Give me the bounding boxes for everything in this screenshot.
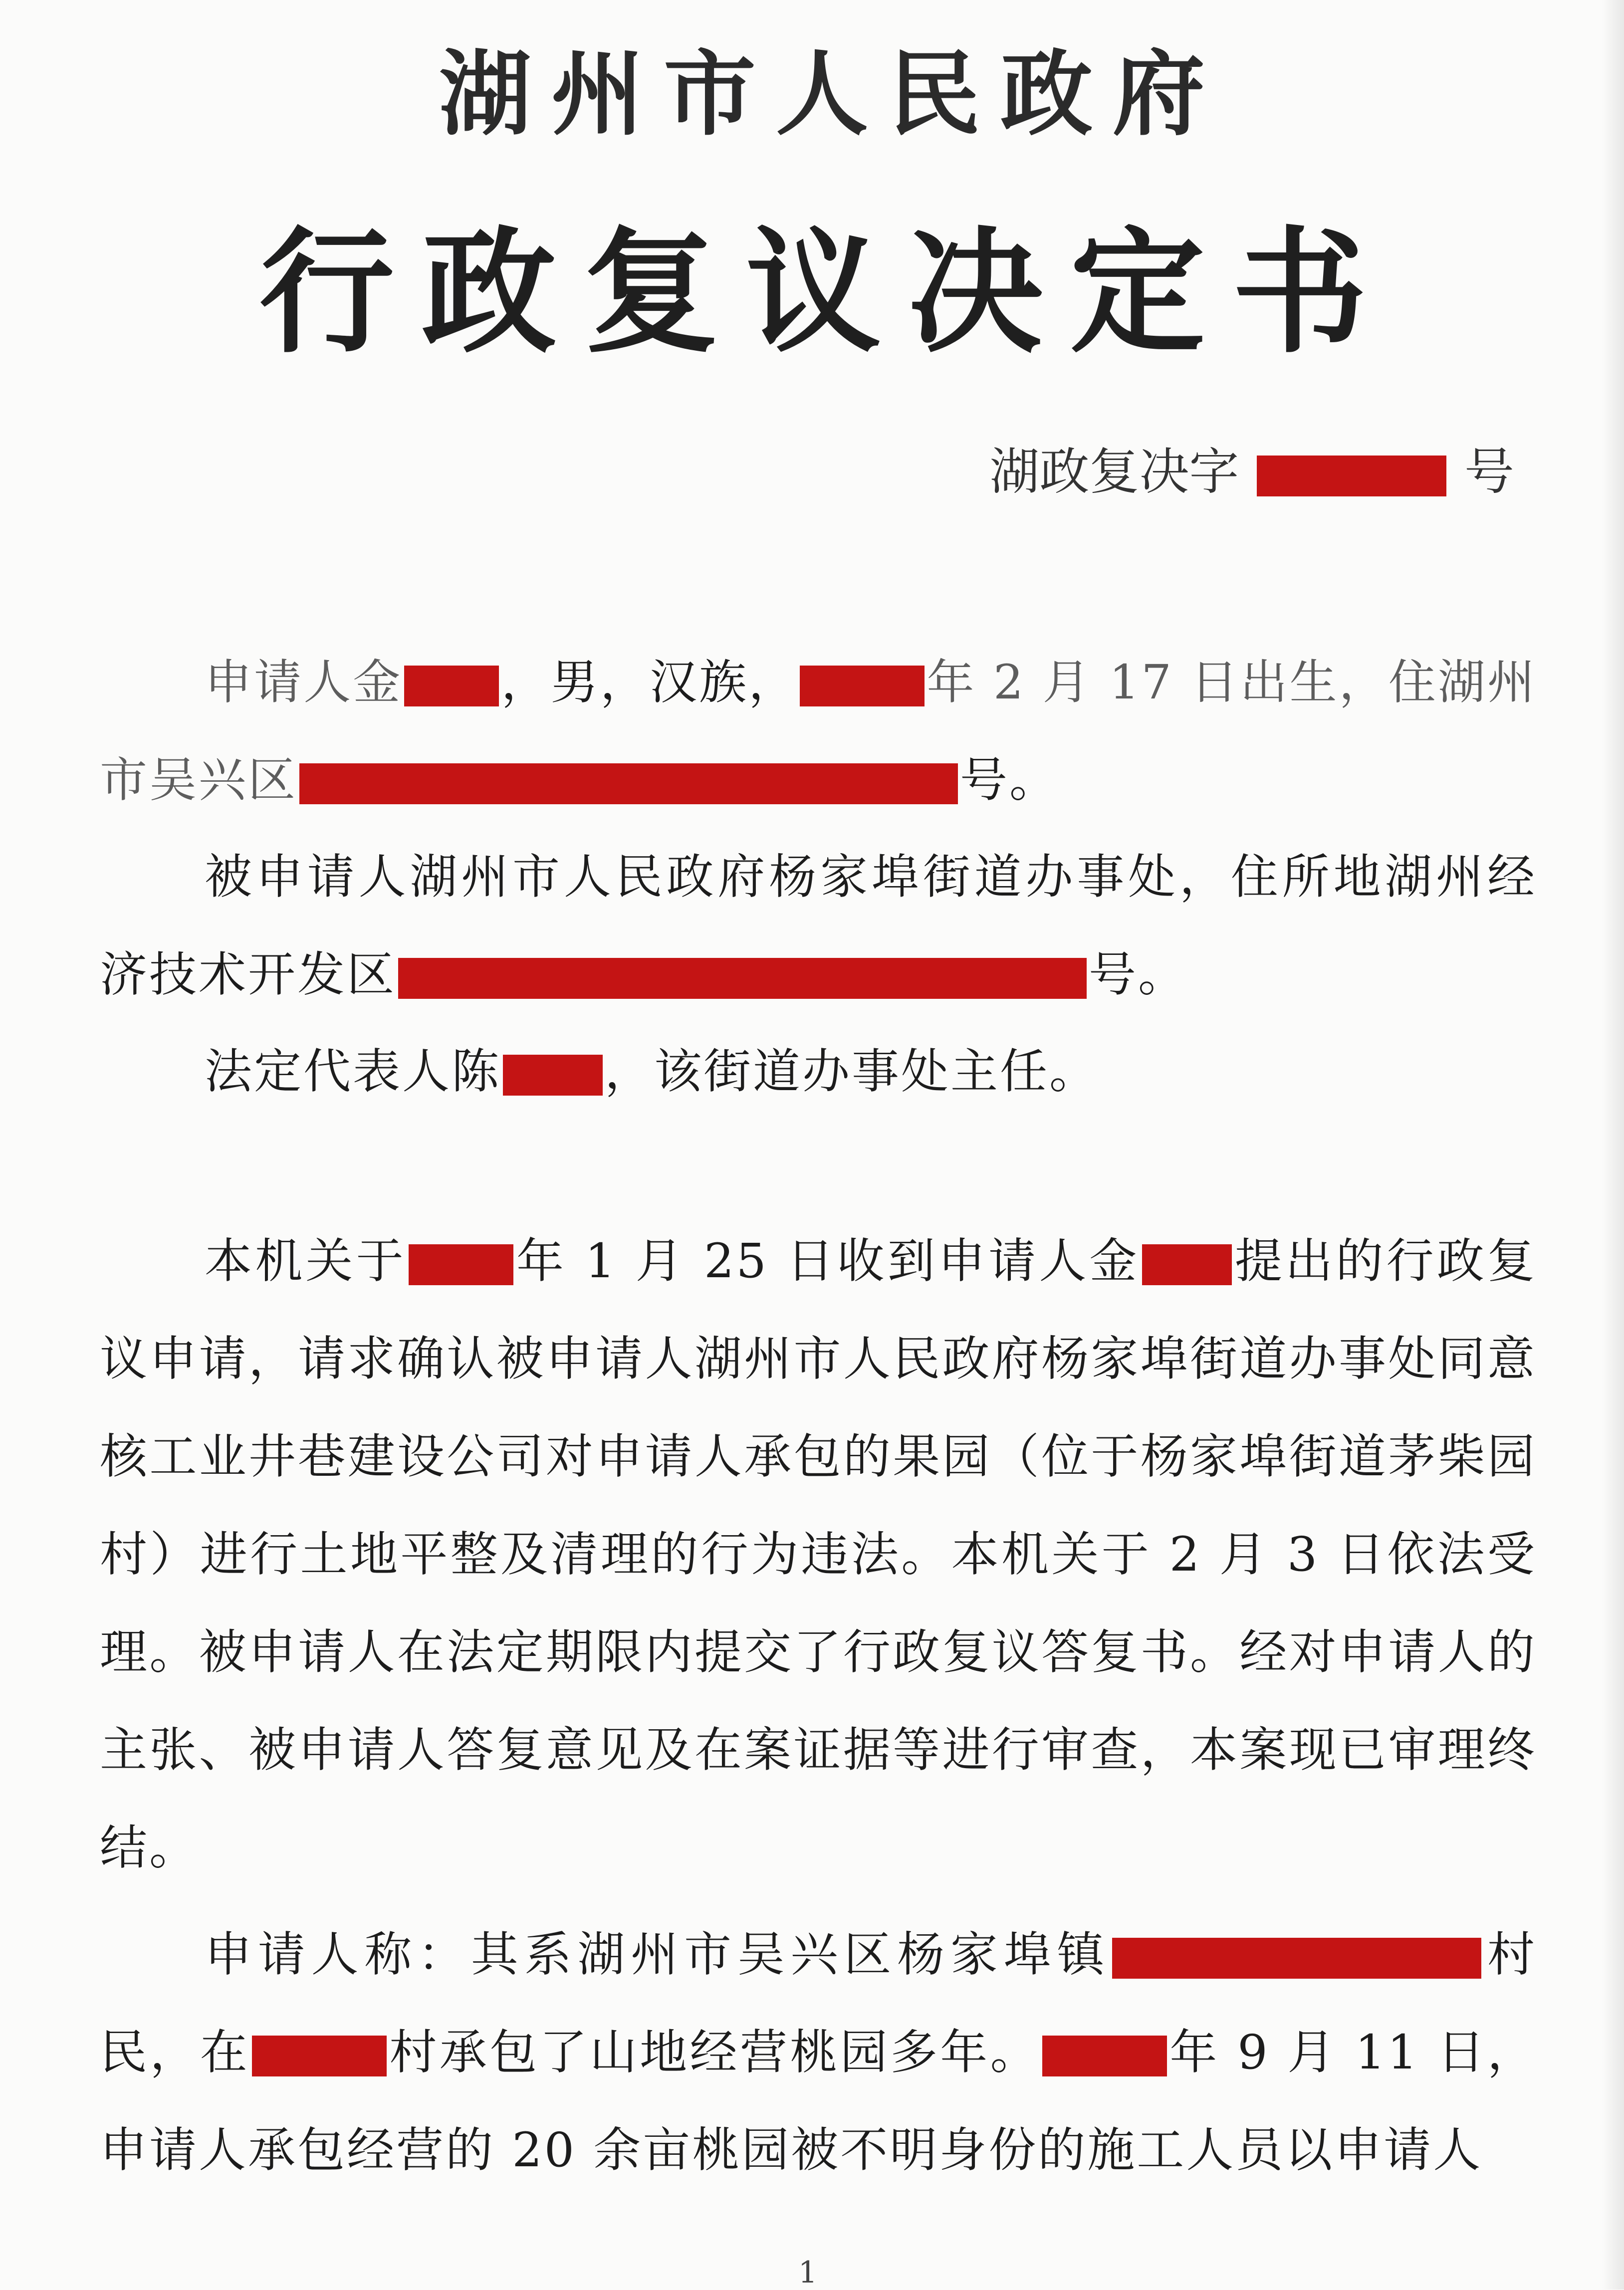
redaction-block	[800, 666, 925, 706]
body-text: 村民，在	[100, 1927, 1537, 2080]
body-text: 本机关于	[205, 1234, 407, 1289]
applicant-text: 号。	[960, 753, 1059, 808]
issuing-authority: 湖州市人民政府	[439, 40, 1225, 148]
redaction-block	[1112, 1938, 1481, 1979]
legal-rep-text: ，该街道办事处主任。	[605, 1044, 1099, 1099]
redaction-block	[1042, 2036, 1167, 2076]
applicant-claim-paragraph	[100, 1906, 1537, 2199]
redaction-block	[252, 2036, 387, 2076]
body-text: 申请人称：其系湖州市吴兴区杨家埠镇	[205, 1927, 1111, 1982]
redaction-block	[1142, 1244, 1232, 1285]
redaction-block	[503, 1055, 603, 1096]
applicant-text: 申请人金	[205, 655, 403, 710]
respondent-paragraph	[100, 828, 1537, 1024]
body-text: 年 9 月 11 日，申请人承包经营的 20 余亩桃园被不明身份的施工人员以申请人	[100, 2025, 1537, 2178]
case-intro-paragraph	[100, 1212, 1537, 1897]
document-title: 行政复议决定书	[259, 214, 1394, 371]
applicant-text: ，男，汉族，	[501, 655, 798, 710]
redaction-block	[409, 1244, 513, 1285]
body-text: 年 1 月 25 日收到申请人金	[515, 1234, 1140, 1289]
redaction-block	[1257, 456, 1446, 496]
scan-edge-shadow	[1602, 0, 1624, 2290]
document-number-prefix: 湖政复决字	[989, 443, 1239, 501]
page-number: 1	[798, 2255, 818, 2290]
body-text: 村承包了山地经营桃园多年。	[389, 2025, 1041, 2080]
respondent-text: 被申请人湖州市人民政府杨家埠街道办事处，住所地湖州经济技术开发区	[100, 850, 1537, 1002]
respondent-text: 号。	[1089, 947, 1188, 1002]
applicant-paragraph	[100, 634, 1537, 829]
document-number-suffix: 号	[1464, 443, 1514, 501]
applicant-text: 年 2 月 17 日出生，住湖州市吴兴区	[100, 655, 1537, 808]
redaction-block	[299, 763, 958, 804]
redaction-block	[398, 958, 1087, 999]
legal-representative-paragraph	[100, 1023, 1537, 1121]
legal-rep-text: 法定代表人陈	[205, 1044, 501, 1099]
body-text: 提出的行政复议申请，请求确认被申请人湖州市人民政府杨家埠街道办事处同意核工业井巷建设公司对申请人承包的果园（位于杨家埠街道茅柴园村）进行土地平整及清理的行为违法。本机关于 2 月 3 日依法受理。被申请人在法定期限内提交了行政复议答复书。经对申请人的主张、被申请人答复意见及在案证据等进行审查，本案现已审理终结。	[100, 1234, 1537, 1875]
redaction-block	[404, 666, 499, 706]
document-number	[989, 432, 1514, 503]
